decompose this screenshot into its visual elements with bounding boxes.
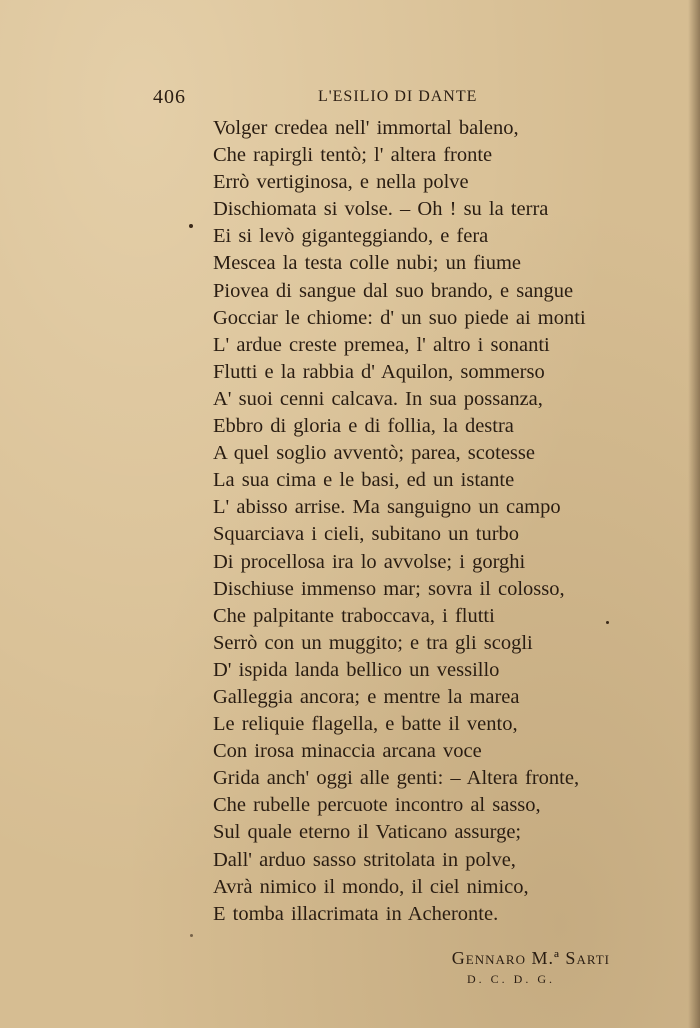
author-name: Gennaro M.ª Sarti <box>451 948 610 968</box>
poem-line: La sua cima e le basi, ed un istante <box>213 469 515 492</box>
page-edge-shadow <box>688 0 700 1028</box>
ink-speck <box>189 224 193 228</box>
poem-line: Con irosa minaccia arcana voce <box>213 740 482 763</box>
poem-line: D' ispida landa bellico un vessillo <box>213 658 500 681</box>
poem-line: Serrò con un muggito; e tra gli scogli <box>213 631 533 654</box>
running-title: L'ESILIO DI DANTE <box>318 88 478 105</box>
poem-line: Mescea la testa colle nubi; un fiume <box>213 252 522 275</box>
poem-line: Ebbro di gloria e di follia, la destra <box>213 415 514 438</box>
poem-line: Che palpitante traboccava, i flutti <box>213 604 495 627</box>
poem-line: Dischiomata si volse. – Oh ! su la terra <box>213 198 549 221</box>
poem-line: Che rapirgli tentò; l' altera fronte <box>213 144 493 167</box>
poem-line: Flutti e la rabbia d' Aquilon, sommerso <box>213 360 545 383</box>
ink-speck <box>606 621 609 624</box>
page-number: 406 <box>153 86 186 108</box>
poem-line: Gocciar le chiome: d' un suo piede ai monti <box>213 306 586 329</box>
poem-line: Ei si levò giganteggiando, e fera <box>213 225 489 248</box>
poem-line: Di procellosa ira lo avvolse; i gorghi <box>213 550 526 573</box>
ink-speck <box>190 934 193 937</box>
poem-line: Dischiuse immenso mar; sovra il colosso, <box>213 577 565 600</box>
poem-line: Dall' arduo sasso stritolata in polve, <box>213 848 516 871</box>
poem-line: Grida anch' oggi alle genti: – Altera fronte, <box>213 767 580 790</box>
poem-line: Sul quale eterno il Vaticano assurge; <box>213 821 522 844</box>
poem-line: Volger credea nell' immortal baleno, <box>213 117 519 139</box>
poem-line: Avrà nimico il mondo, il ciel nimico, <box>213 875 529 898</box>
signature-block <box>410 947 610 989</box>
poem-line: Errò vertiginosa, e nella polve <box>213 171 469 194</box>
poem-line: Le reliquie flagella, e batte il vento, <box>213 713 518 736</box>
page-header <box>153 86 593 110</box>
poem-text <box>213 115 633 928</box>
poem-line: Galleggia ancora; e mentre la marea <box>213 685 520 708</box>
author-initials: D. C. D. G. <box>466 972 555 986</box>
poem-line: E tomba illacrimata in Acheronte. <box>213 902 499 925</box>
poem-line: A' suoi cenni calcava. In sua possanza, <box>213 387 543 410</box>
poem-line: Squarciava i cieli, subitano un turbo <box>213 523 520 546</box>
poem-line: L' ardue creste premea, l' altro i sonanti <box>213 333 550 356</box>
poem-line: Piovea di sangue dal suo brando, e sangue <box>213 279 574 302</box>
poem-line: Che rubelle percuote incontro al sasso, <box>213 794 541 817</box>
poem-line: L' abisso arrise. Ma sanguigno un campo <box>213 496 561 519</box>
poem-line: A quel soglio avventò; parea, scotesse <box>213 442 535 465</box>
